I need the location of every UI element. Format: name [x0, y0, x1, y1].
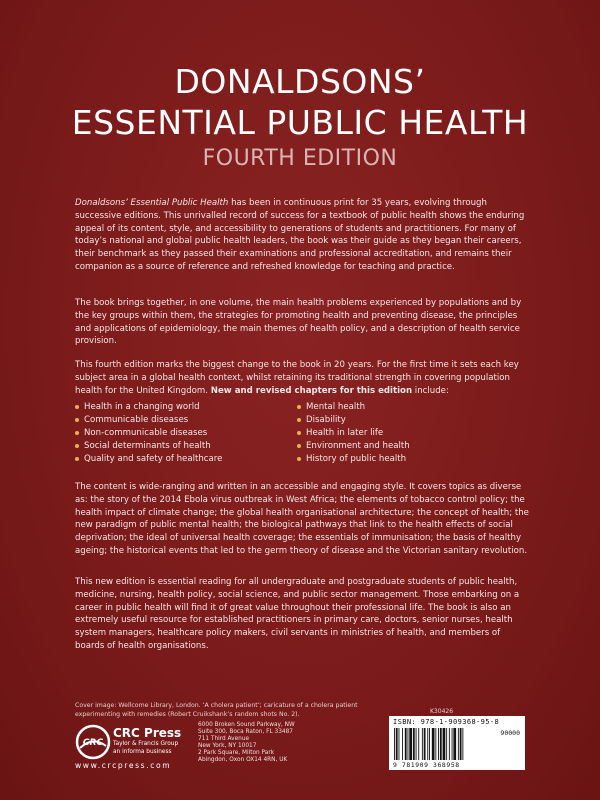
intro-text: has been in continuous print for 35 years, evolving through successive editions. This unrivalled record of success for a textbook of public health shows the enduring appeal of its content, style, and accessibility to generations of students and practitioners. For many of today’s national and global public health leaders, the book was their guide as they began their careers, their benchmark as they passed their examinations and professional accreditation, and remains their companion as a source of reference and refreshed knowledge for teaching and practice. — [75, 198, 525, 272]
address-line: 6000 Broken Sound Parkway, NW — [198, 722, 295, 728]
isbn-label: ISBN: 978-1-909368-95-8 — [393, 718, 500, 726]
address-line: 711 Third Avenue — [198, 735, 250, 742]
address-line: 2 Park Square, Milton Park — [198, 749, 275, 756]
list-item: Non-communicable diseases — [75, 427, 295, 440]
title-line-1: DONALDSONS’ — [174, 62, 426, 101]
list-item: Environment and health — [297, 440, 517, 453]
edition-label: FOURTH EDITION — [202, 146, 398, 171]
list-item: History of public health — [297, 453, 517, 466]
paragraph-content — [75, 481, 530, 558]
publisher-name: CRC Press — [113, 726, 182, 740]
publisher-url: www.crcpress.com — [75, 761, 172, 770]
publisher-address — [198, 722, 358, 763]
isbn-barcode — [389, 716, 525, 770]
crc-logo-icon — [75, 724, 111, 760]
address-line: New York, NY 10017 — [198, 742, 257, 749]
list-item: Health in later life — [297, 427, 517, 440]
content-text: The content is wide-ranging and written in an accessible and engaging style. It covers topics as diverse as: the story of the 2014 Ebola virus outbreak in West Africa; the elements of tobacco control policy; the health impact of climate change; the global health organisational architecture; the concept of health; the new paradigm of public mental health; the biological pathways that link to the health effects of social deprivation; the ideal of universal health coverage; the essentials of immunisation; the basis of healthy ageing; the historical events that led to the germ theory of disease and the Victorian sanitary revolution. — [75, 482, 529, 556]
edition-text-start: This fourth edition marks the biggest change to the book in 20 years. For the first time it sets each key subject area in a global health context, whilst retaining its traditional strength in covering population health for the United Kingdom. — [75, 360, 519, 396]
book-title-italic: Donaldsons’ Essential Public Health — [75, 198, 229, 208]
paragraph-intro — [75, 197, 530, 274]
publisher-group: Taylor & Francis Group — [113, 741, 179, 747]
publisher-business: an informa business — [113, 749, 172, 755]
paragraph-fourth-edition — [75, 359, 530, 397]
logo-text: CRC — [82, 738, 104, 748]
list-item: Disability — [297, 414, 517, 427]
edition-text-end: include: — [412, 385, 449, 396]
address-line: Suite 300, Boca Raton, FL 33487 — [198, 728, 293, 735]
price-code: 90000 — [500, 729, 520, 737]
list-item: Quality and safety of healthcare — [75, 453, 295, 466]
address-line: Abingdon, Oxon OX14 4RN, UK — [198, 756, 288, 763]
scope-text: The book brings together, in one volume, the main health problems experienced by populations and by the key groups within them, the strategies for promoting health and preventing disease, the principles and applications of epidemiology, the main themes of health policy, and a description of health service provision. — [75, 298, 522, 347]
chapter-list-left — [75, 401, 295, 466]
paragraph-scope — [75, 297, 530, 348]
list-item: Health in a changing world — [75, 401, 295, 414]
cover-image-credit: Cover image: Wellcome Library, London. ‘A cholera patient’; caricature of a cholera patient experimenting with remedies (Robert Cruikshank’s random shots No. 2). — [75, 702, 358, 718]
catalog-code: K30426 — [430, 708, 454, 715]
isbn-digits: 9 781909 368958 — [393, 761, 460, 769]
audience-text: This new edition is essential reading for all undergraduate and postgraduate students of public health, medicine, nursing, health policy, social science, and public sector management. Those embarking on a career in public health will find it of great value throughout their professional life. The book is also an extremely useful resource for established practitioners in primary care, doctors, senior nurses, health system managers, healthcare policy makers, civil servants in ministries of health, and members of boards of health organisations. — [75, 577, 520, 651]
list-item: Mental health — [297, 401, 517, 414]
new-chapters-heading: New and revised chapters for this edition — [210, 385, 413, 396]
list-item: Social determinants of health — [75, 440, 295, 453]
chapter-list-right — [297, 401, 517, 466]
title-line-2: ESSENTIAL PUBLIC HEALTH — [71, 103, 529, 142]
list-item: Communicable diseases — [75, 414, 295, 427]
paragraph-audience — [75, 576, 530, 653]
